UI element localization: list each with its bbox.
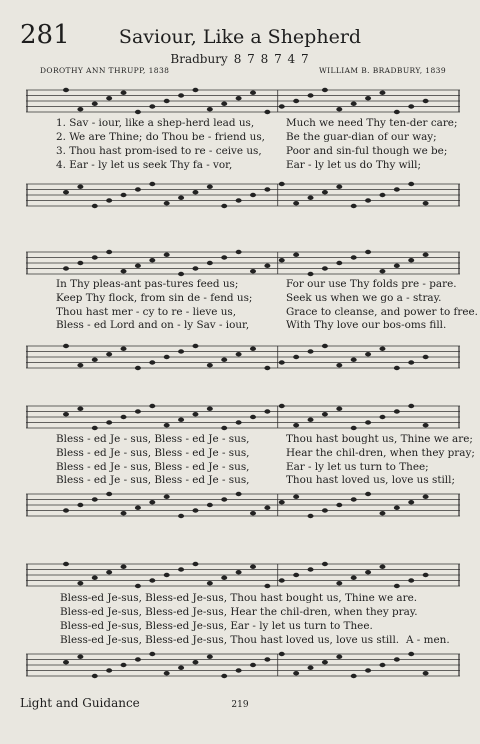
lyric-line: Ear - ly let us do Thy will; — [286, 159, 422, 171]
bass-staff — [26, 486, 460, 522]
treble-staff — [26, 244, 460, 280]
lyric-line: Grace to cleanse, and power to free. — [286, 306, 478, 318]
lyric-line: For our use Thy folds pre - pare. — [286, 278, 457, 290]
treble-staff-graphic — [26, 244, 460, 280]
lyric-line: Thou hast loved us, love us still; — [286, 474, 455, 486]
lyric-line: Bless - ed Je - sus, Bless - ed Je - sus, — [56, 447, 250, 459]
treble-staff-graphic — [26, 556, 460, 592]
lyric-line: Bless-ed Je-sus, Bless-ed Je-sus, Ear - ly let us turn to Thee. — [60, 620, 373, 632]
page-number: 219 — [231, 700, 249, 710]
lyric-line: With Thy love our bos-oms fill. — [286, 319, 447, 331]
lyric-line: Hear the chil-dren, when they pray; — [286, 447, 475, 459]
lyric-line: Be the guar-dian of our way; — [286, 131, 437, 143]
bass-staff — [26, 176, 460, 212]
hymn-number: 281 — [20, 20, 70, 50]
treble-staff-graphic — [26, 398, 460, 434]
lyric-line: Bless-ed Je-sus, Bless-ed Je-sus, Thou hast bought us, Thine we are. — [60, 592, 418, 604]
lyric-line: Thou hast bought us, Thine we are; — [286, 433, 473, 445]
bass-staff-graphic — [26, 338, 460, 374]
treble-staff — [26, 82, 460, 118]
lyric-line: Bless - ed Lord and on - ly Sav - iour, — [56, 319, 250, 331]
author-credit: DOROTHY ANN THRUPP, 1838 — [40, 66, 170, 75]
amen-text: A - men. — [406, 634, 450, 646]
bass-staff — [26, 338, 460, 374]
lyric-line: Seek us when we go a - stray. — [286, 292, 442, 304]
treble-staff — [26, 398, 460, 434]
bass-staff-graphic — [26, 646, 460, 682]
lyric-line: 2. We are Thine; do Thou be - friend us, — [56, 131, 265, 143]
lyric-line: 4. Ear - ly let us seek Thy fa - vor, — [56, 159, 233, 171]
lyric-line: 3. Thou hast prom-ised to re - ceive us, — [56, 145, 262, 157]
lyric-line: Bless-ed Je-sus, Bless-ed Je-sus, Hear the chil-dren, when they pray. — [60, 606, 418, 618]
lyric-line: Bless-ed Je-sus, Bless-ed Je-sus, Thou hast loved us, love us still. — [60, 634, 400, 646]
lyric-line: In Thy pleas-ant pas-tures feed us; — [56, 278, 239, 290]
lyric-line: Ear - ly let us turn to Thee; — [286, 461, 429, 473]
lyric-line: Poor and sin-ful though we be; — [286, 145, 448, 157]
treble-staff-graphic — [26, 82, 460, 118]
lyric-line: 1. Sav - iour, like a shep-herd lead us, — [56, 117, 255, 129]
section-footer: Light and Guidance — [20, 696, 140, 710]
bass-staff-graphic — [26, 176, 460, 212]
lyric-line: Bless - ed Je - sus, Bless - ed Je - sus, — [56, 474, 250, 486]
lyric-line: Thou hast mer - cy to re - lieve us, — [56, 306, 237, 318]
lyric-line: Bless - ed Je - sus, Bless - ed Je - sus, — [56, 433, 250, 445]
tune-line — [0, 52, 480, 66]
lyric-line: Much we need Thy ten-der care; — [286, 117, 458, 129]
tune-name: Bradbury — [170, 52, 228, 66]
composer-credit: WILLIAM B. BRADBURY, 1839 — [318, 66, 446, 75]
lyric-line: Bless - ed Je - sus, Bless - ed Je - sus, — [56, 461, 250, 473]
meter: 8 7 8 7 4 7 — [233, 52, 310, 66]
hymn-title: Saviour, Like a Shepherd — [118, 26, 362, 48]
lyric-line: Keep Thy flock, from sin de - fend us; — [56, 292, 253, 304]
bass-staff-graphic — [26, 486, 460, 522]
bass-staff — [26, 646, 460, 682]
treble-staff — [26, 556, 460, 592]
